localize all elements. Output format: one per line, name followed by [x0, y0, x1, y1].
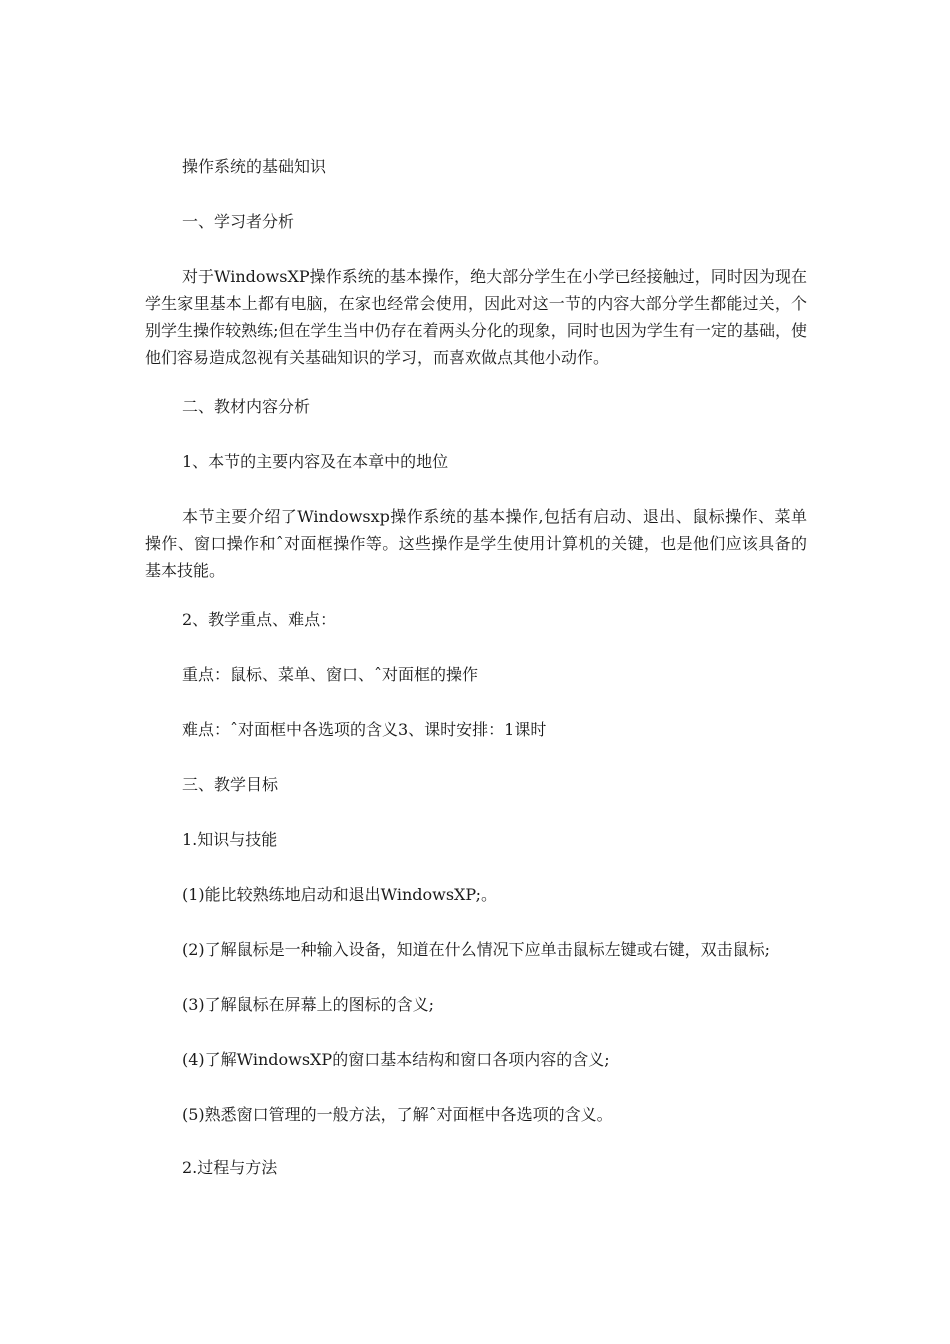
- goal-item: (4)了解WindowsXP的窗口基本结构和窗口各项内容的含义;: [182, 1050, 610, 1069]
- goal-heading-knowledge-skills: 1.知识与技能: [182, 830, 278, 849]
- subsection-heading-content: 1、本节的主要内容及在本章中的地位: [182, 452, 449, 471]
- section-heading-material-analysis: 二、教材内容分析: [182, 397, 311, 416]
- goal-item: (5)熟悉窗口管理的一般方法，了解ˆ对面框中各选项的含义。: [182, 1105, 613, 1124]
- paragraph-section-content: 本节主要介绍了Windowsxp操作系统的基本操作,包括有启动、退出、鼠标操作、菜单操作、窗口操作和ˆ对面框操作等。这些操作是学生使用计算机的关键，也是他们应该具备的基本技能。: [145, 507, 807, 580]
- difficulties-text: 难点：ˆ对面框中各选项的含义3、课时安排：1课时: [182, 720, 547, 739]
- subsection-heading-key-difficult: 2、教学重点、难点：: [182, 610, 337, 629]
- document-title: 操作系统的基础知识: [182, 157, 327, 176]
- goal-heading-process-methods: 2.过程与方法: [182, 1158, 278, 1177]
- paragraph-learner-analysis: 对于WindowsXP操作系统的基本操作，绝大部分学生在小学已经接触过，同时因为现在学生家里基本上都有电脑，在家也经常会使用，因此对这一节的内容大部分学生都能过关，个别学生操作较熟练;但在学生当中仍存在着两头分化的现象，同时也因为学生有一定的基础，使他们容易造成忽视有关基础知识的学习，而喜欢做点其他小动作。: [145, 267, 807, 367]
- key-points-text: 重点：鼠标、菜单、窗口、ˆ对面框的操作: [182, 665, 479, 684]
- goal-item: (1)能比较熟练地启动和退出WindowsXP;。: [182, 885, 498, 904]
- goal-item: (3)了解鼠标在屏幕上的图标的含义;: [182, 995, 435, 1014]
- goal-item: (2)了解鼠标是一种输入设备，知道在什么情况下应单击鼠标左键或右键，双击鼠标;: [182, 940, 771, 959]
- section-heading-teaching-goals: 三、教学目标: [182, 775, 279, 794]
- section-heading-learner-analysis: 一、学习者分析: [182, 212, 295, 231]
